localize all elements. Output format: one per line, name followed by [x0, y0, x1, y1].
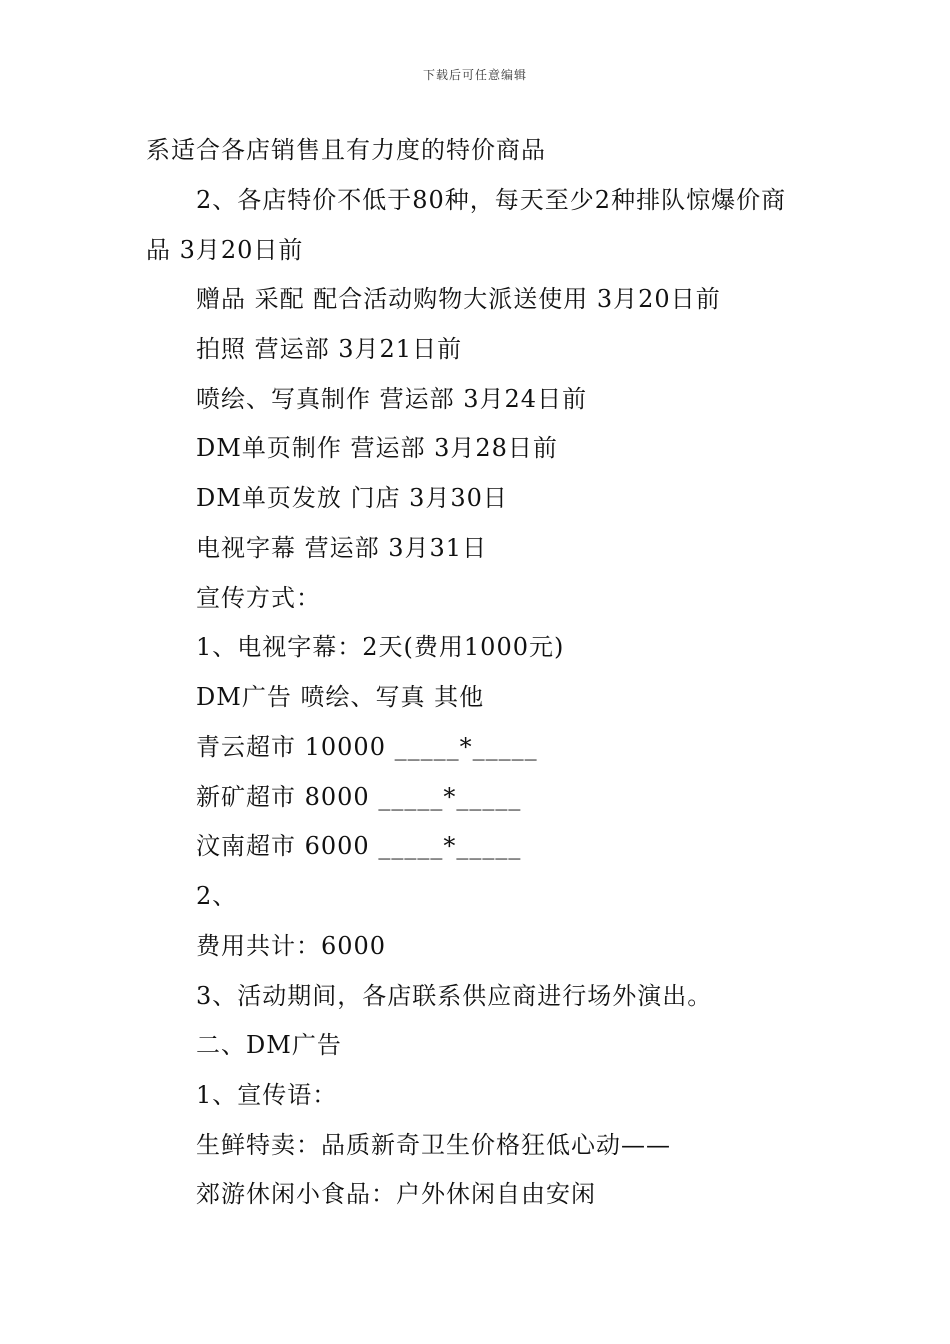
text-line: 宣传方式：	[196, 584, 321, 612]
text-line: 新矿超市 8000 _____*_____	[196, 783, 522, 811]
text-line: 2、各店特价不低于80种，每天至少2种排队惊爆价商	[196, 186, 787, 214]
text-line: 汶南超市 6000 _____*_____	[196, 832, 522, 860]
text-line: 费用共计：6000	[196, 932, 387, 960]
text-line: 青云超市 10000 _____*_____	[196, 733, 538, 761]
text-line: 1、电视字幕：2天(费用1000元)	[196, 633, 565, 661]
text-line: 拍照 营运部 3月21日前	[196, 335, 463, 363]
text-line: DM单页制作 营运部 3月28日前	[196, 434, 558, 462]
text-line: 品 3月20日前	[146, 236, 304, 264]
text-line: 系适合各店销售且有力度的特价商品	[146, 136, 546, 164]
page-header: 下载后可任意编辑	[422, 68, 527, 82]
text-line: 二、DM广告	[196, 1031, 342, 1059]
text-line: 3、活动期间，各店联系供应商进行场外演出。	[196, 982, 713, 1010]
text-line: 赠品 采配 配合活动购物大派送使用 3月20日前	[196, 285, 721, 313]
text-line: DM广告 喷绘、写真 其他	[196, 683, 485, 711]
text-line: 生鲜特卖：品质新奇卫生价格狂低心动——	[196, 1131, 671, 1159]
text-line: DM单页发放 门店 3月30日	[196, 484, 508, 512]
text-line: 2、	[196, 882, 238, 910]
text-line: 1、宣传语：	[196, 1081, 338, 1109]
text-line: 郊游休闲小食品：户外休闲自由安闲	[196, 1180, 596, 1208]
text-line: 电视字幕 营运部 3月31日	[196, 534, 488, 562]
text-line: 喷绘、写真制作 营运部 3月24日前	[196, 385, 588, 413]
